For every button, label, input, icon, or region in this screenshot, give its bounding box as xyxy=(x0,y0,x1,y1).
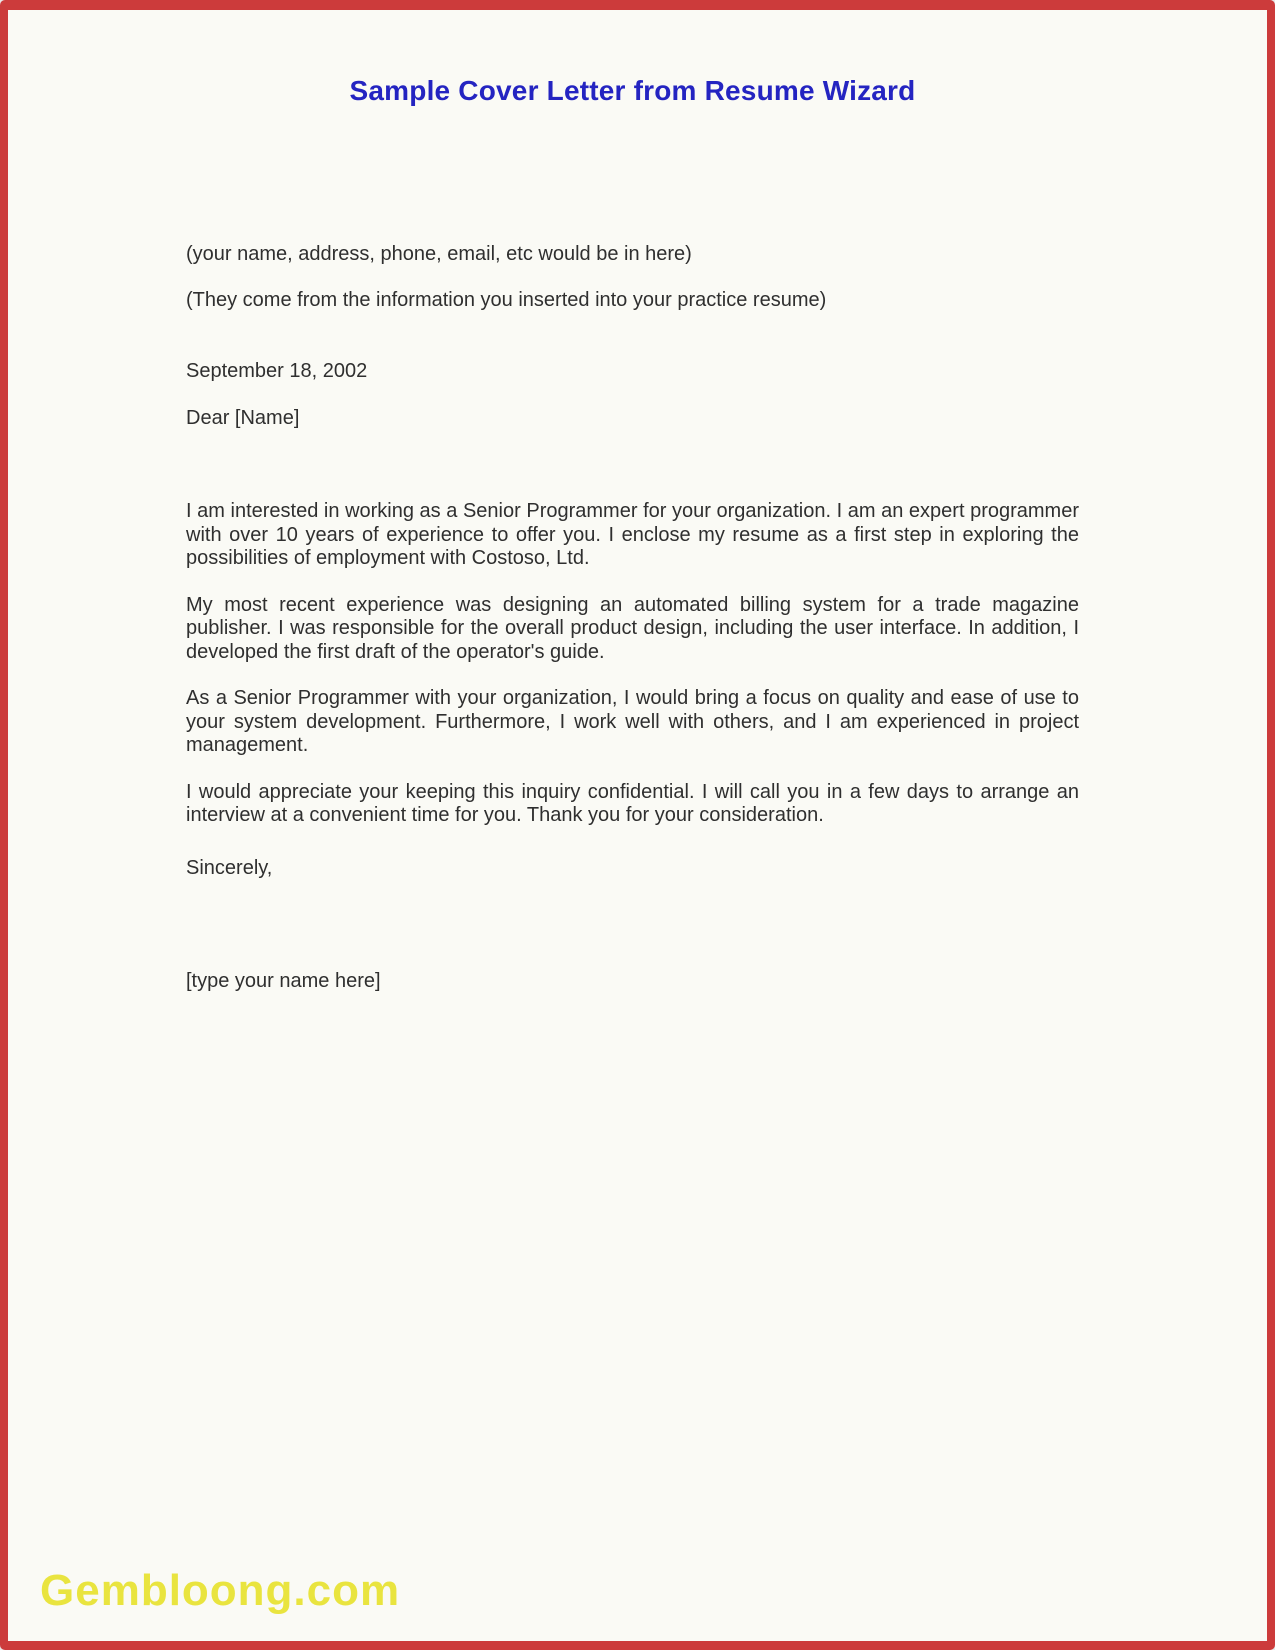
letter-paragraph-followup: I would appreciate your keeping this inquiry confidential. I will call you in a few days to arrange an interview at a convenient time for you. Thank you for your consideration. xyxy=(186,780,1079,826)
letter-salutation: Dear [Name] xyxy=(186,406,300,429)
letter-date: September 18, 2002 xyxy=(186,360,368,382)
document-title: Sample Cover Letter from Resume Wizard xyxy=(349,75,916,106)
letter-paragraph-skills: As a Senior Programmer with your organization, I would bring a focus on quality and ease of use to your system development. Furthermore, I work well with others, and I am experienced in project management. xyxy=(186,687,1079,756)
letter-closing: Sincerely, xyxy=(186,856,273,879)
letter-body xyxy=(186,243,1079,994)
letter-paragraph-experience: My most recent experience was designing an automated billing system for a trade magazine publisher. I was responsible for the overall product design, including the user interface. In addition, I developed the first draft of the operator's guide. xyxy=(186,593,1079,663)
watermark-text: Gembloong.com xyxy=(40,1566,401,1615)
letter-paragraph-intro: I am interested in working as a Senior Programmer for your organization. I am an expert programmer with over 10 years of experience to offer you. I enclose my resume as a first step in exploring the possibilities of employment with Costoso, Ltd. xyxy=(186,500,1079,569)
name-address-placeholder-line: (your name, address, phone, email, etc would be in here) xyxy=(186,243,692,265)
signature-placeholder: [type your name here] xyxy=(186,970,381,992)
info-source-placeholder-line: (They come from the information you inserted into your practice resume) xyxy=(186,288,827,311)
